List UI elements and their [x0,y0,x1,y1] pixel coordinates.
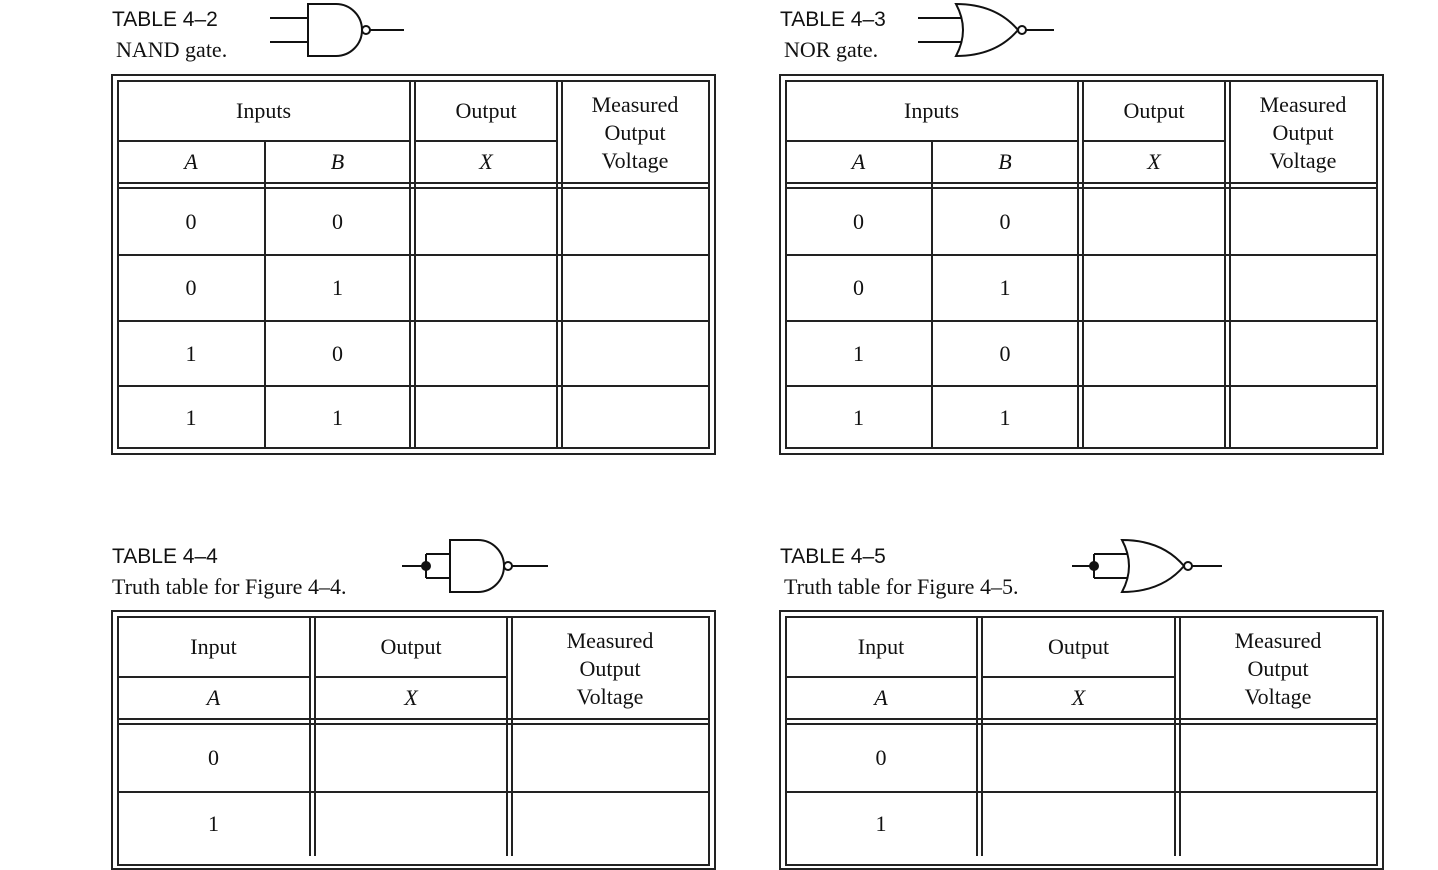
input-a-header: A [184,149,198,174]
table-caption: Truth table for Figure 4–5. [784,574,1019,599]
table-caption: NAND gate. [116,37,228,62]
measured-voltage-header: Measured Output Voltage [1234,628,1322,709]
measured-voltage-header: Measured Output Voltage [591,92,679,173]
output-header: Output [1047,633,1110,659]
table-cell: 1 [185,340,197,366]
table-caption: NOR gate. [784,37,879,62]
table-cell: 0 [185,275,197,300]
table-cell: 1 [853,340,864,366]
output-header: Output [380,633,442,659]
inputs-header: Inputs [904,97,959,123]
measured-voltage-header: Measured Output Voltage [566,628,654,709]
table-cell: 0 [185,208,197,234]
input-a-header: A [874,685,888,710]
table-cell: 0 [208,745,219,770]
input-a-header: A [851,149,866,174]
inputs-header: Inputs [236,97,291,123]
table-cell: 1 [185,404,197,430]
output-header: Output [455,97,517,123]
table-cell: 1 [332,275,343,300]
table-cell: 0 [999,208,1011,234]
table-cell: 0 [332,208,343,234]
table-cell: 0 [875,745,887,770]
table-label: TABLE 4–3 [780,8,886,31]
nor-inverter-icon [1070,536,1224,598]
input-header: Input [190,633,237,659]
table-cell: 0 [332,340,343,366]
table-cell: 1 [208,811,219,836]
table-cell: 1 [999,275,1011,300]
table-cell: 0 [999,340,1011,366]
table-label: TABLE 4–2 [112,8,218,31]
measured-voltage-header: Measured Output Voltage [1259,92,1347,173]
table-label: TABLE 4–4 [112,545,218,568]
input-a-header: A [206,685,221,710]
input-header: Input [857,633,905,659]
table-caption: Truth table for Figure 4–4. [112,574,347,599]
table-cell: 0 [853,208,864,234]
table-cell: 1 [999,404,1011,430]
input-b-header: B [998,149,1012,174]
table-label: TABLE 4–5 [780,545,886,568]
output-x-header: X [404,685,418,710]
table-cell: 1 [853,404,864,430]
table-cell: 1 [332,404,343,430]
table-cell: 0 [853,275,864,300]
table-cell: 1 [875,811,887,836]
output-header: Output [1123,97,1185,123]
output-x-header: X [1147,149,1161,174]
output-x-header: X [479,149,493,174]
output-x-header: X [1071,685,1086,710]
input-b-header: B [330,149,345,174]
